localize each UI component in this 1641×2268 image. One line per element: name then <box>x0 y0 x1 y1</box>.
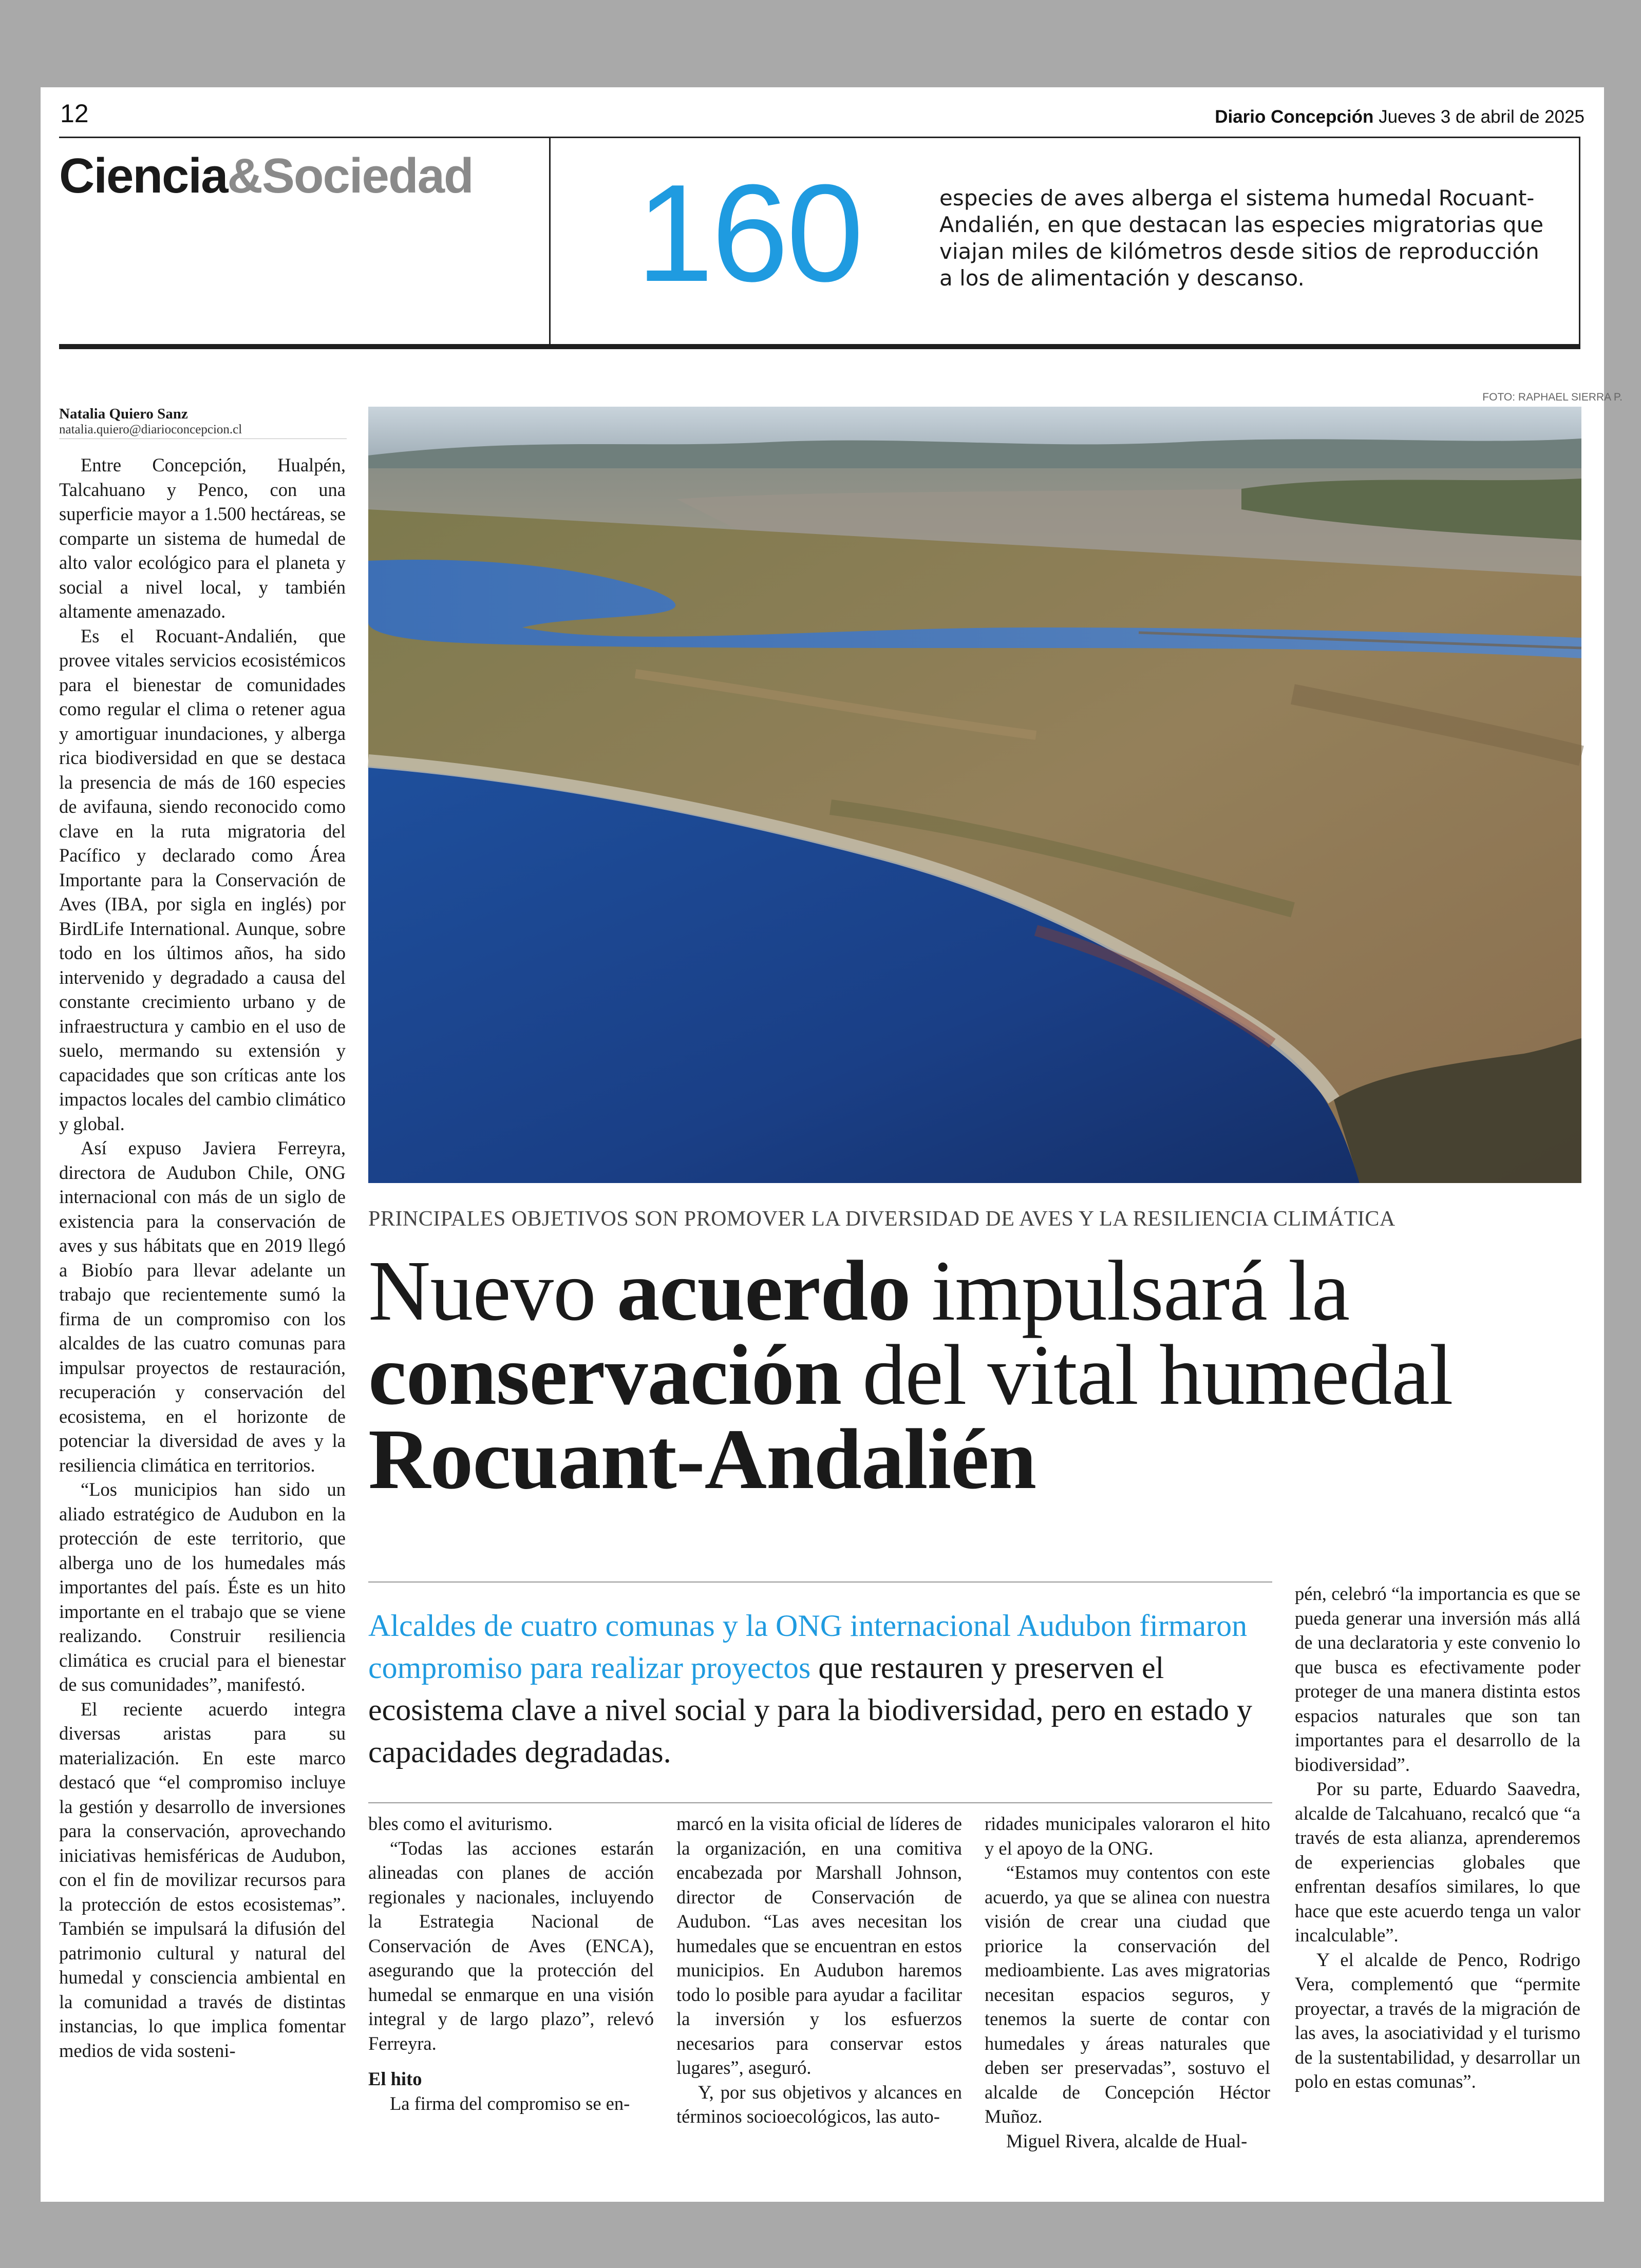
headline-kicker: PRINCIPALES OBJETIVOS SON PROMOVER LA DIVERSIDAD DE AVES Y LA RESILIENCIA CLIMÁTICA <box>368 1207 1395 1231</box>
header-rule <box>59 344 1580 349</box>
article-paragraph: “Los municipios han sido un aliado estratégico de Audubon en la protección de este territorio, que alberga uno de los humedales más importantes del país. Éste es un hito importante en el trabajo que se viene realizando. Construir resiliencia climática es crucial para el bienestar de sus comunidades”, manifestó. <box>59 1479 346 1695</box>
section-title-part-a: Ciencia <box>59 148 228 203</box>
article-column-3 <box>676 1812 962 2181</box>
article-column-5 <box>1295 1581 1580 2181</box>
masthead-date: Jueves 3 de abril de 2025 <box>1379 107 1585 127</box>
article-paragraph: “Estamos muy contentos con este acuerdo, ya que se alinea con nuestra visión de crear una ciudad que priorice la conservación del medioambiente. Las aves migratorias necesitan espacios seguros, y tenemos la suerte de contar con humedales y áreas naturales que deben ser preservadas”, sostuvo el alcalde de Concepción Héctor Muñoz. <box>985 1862 1270 2127</box>
article-column-4 <box>985 1812 1270 2181</box>
article-paragraph: El reciente acuerdo integra diversas aristas para su materialización. En este marco destacó que “el compromiso incluye la gestión y desarrollo de inversiones para la conservación, aprovechando iniciativas hemisféricas de Audubon, con el fin de movilizar recursos para la protección de estos ecosistemas”. También se impulsará la difusión del patrimonio cultural y natural del humedal y consciencia ambiental en la comunidad a través de distintas instancias, lo que implica fomentar medios de vida sosteni- <box>59 1698 346 2061</box>
headline-part: del vital humedal <box>841 1327 1453 1423</box>
fact-number: 160 <box>636 156 862 311</box>
article-paragraph: pén, celebró “la importancia es que se pueda generar una inversión más allá de una declaratoria y este convenio lo que busca es efectivamente poder proteger de una manera distinta estos espacios naturales que son tan importantes para el desarrollo de la biodiversidad”. <box>1295 1583 1580 1775</box>
headline-part: impulsará la <box>910 1243 1350 1339</box>
article-paragraph: Y el alcalde de Penco, Rodrigo Vera, complementó que “permite proyectar, a través de la migración de las aves, la asociatividad y el turismo de la sustentabilidad, y desarrollar un polo en estas comunas”. <box>1295 1949 1580 2092</box>
photo-credit: FOTO: RAPHAEL SIERRA P. <box>1482 391 1623 403</box>
article-paragraph: bles como el aviturismo. <box>368 1813 553 1834</box>
header-divider <box>549 137 551 347</box>
article-paragraph: marcó en la visita oficial de líderes de la organización, en una comitiva encabezada por Marshall Johnson, director de Conservación de Audubon. “Las aves necesitan los humedales que se encuentran en estos municipios. En Audubon haremos todo lo posible para ayudar a facilitar la inversión y los esfuerzos necesarios para conservar estos lugares”, aseguró. <box>676 1813 962 2078</box>
article-subhead: El hito <box>368 2068 422 2089</box>
article-paragraph: Así expuso Javiera Ferreyra, directora de Audubon Chile, ONG internacional con más de un siglo de existencia para la conservación de aves y sus hábitats que en 2019 llegó a Biobío para llevar adelante un trabajo que recientemente sumó la firma de un compromiso con los alcaldes de las cuatro comunas para impulsar proyectos de restauración, recuperación y conservación del ecosistema, en el horizonte de potenciar la diversidad de aves y la resiliencia climática en territorios. <box>59 1137 346 1476</box>
deck-highlight: Alcaldes de cuatro comunas y la ONG internacional Audubon firmaron compromiso para realizar proyectos <box>368 1609 1248 1685</box>
article-paragraph: La firma del compromiso se en- <box>390 2092 630 2114</box>
deck-rest: que restauren y preserven el ecosistema clave a nivel social y para la biodiversidad, pero en estado y capacidades degradadas. <box>368 1651 1253 1769</box>
section-title-part-b: &Sociedad <box>227 148 473 203</box>
article-paragraph: ridades municipales valoraron el hito y el apoyo de la ONG. <box>985 1813 1270 1859</box>
byline-email: natalia.quiero@diarioconcepcion.cl <box>59 423 242 436</box>
headline-bold-part: conservación <box>368 1327 842 1423</box>
article-paragraph: Por su parte, Eduardo Saavedra, alcalde de Talcahuano, recalcó que “a través de esta alianza, aprenderemos de experiencias globales que enfrentan desafíos similares, lo que hace que este acuerdo tenga un valor incalculable”. <box>1295 1778 1580 1946</box>
section-title <box>59 148 473 204</box>
headline-part: Nuevo <box>368 1243 617 1339</box>
article-column-2 <box>368 1812 654 2181</box>
aerial-landscape-illustration <box>368 407 1581 1183</box>
headline <box>368 1243 1580 1507</box>
headline-rule <box>368 1581 1272 1583</box>
article-paragraph: Y, por sus objetivos y alcances en términos socioecológicos, las auto- <box>676 2081 962 2127</box>
headline-bold-part: acuerdo <box>616 1243 911 1339</box>
masthead <box>1215 107 1585 127</box>
article-paragraph: Miguel Rivera, alcalde de Hual- <box>1006 2130 1248 2151</box>
article-paragraph: “Todas las acciones estarán alineadas con planes de acción regionales y nacionales, incluyendo la Estrategia Nacional de Conservación de Aves (ENCA), asegurando que la protección del humedal se enmarque en una visión integral y de largo plazo”, relevó Ferreyra. <box>368 1837 654 2054</box>
page-number: 12 <box>60 99 89 128</box>
newspaper-page <box>41 87 1623 2202</box>
headline-bold-part: Rocuant-Andalién <box>368 1412 1036 1507</box>
deck-rule <box>368 1802 1272 1803</box>
article-column-1 <box>59 453 346 2178</box>
deck <box>368 1605 1272 1773</box>
article-paragraph: Entre Concepción, Hualpén, Talcahuano y Penco, con una superficie mayor a 1.500 hectáreas, se comparte un sistema de humedal de alto valor ecológico para el planeta y social a nivel local, y también altamente amenazado. <box>59 454 346 622</box>
fact-text: especies de aves alberga el sistema humedal Rocuant-Andalién, en que destacan las especies migratorias que viajan miles de kilómetros desde sitios de reproducción a los de alimentación y descanso. <box>939 185 1544 291</box>
masthead-name: Diario Concepción <box>1215 107 1374 127</box>
article-paragraph: Es el Rocuant-Andalién, que provee vitales servicios ecosistémicos para el bienestar de comunidades como regular el clima o retener agua y amortiguar inundaciones, y alberga rica biodiversidad en que se destaca la presencia de más de 160 especies de avifauna, siendo reconocido como clave en la ruta migratoria del Pacífico y declarado como Área Importante para la Conservación de Aves (IBA, por sigla en inglés) por BirdLife International. Aunque, sobre todo en los últimos años, ha sido intervenido y degradado a causa del constante crecimiento urbano y de infraestructura y cambio en el uso de suelo, mermando su extensión y capacidades que son críticas ante los impactos locales del cambio climático y global. <box>59 625 346 1134</box>
wetland-aerial-photo <box>368 407 1581 1183</box>
byline <box>59 406 347 437</box>
byline-name: Natalia Quiero Sanz <box>59 406 188 422</box>
